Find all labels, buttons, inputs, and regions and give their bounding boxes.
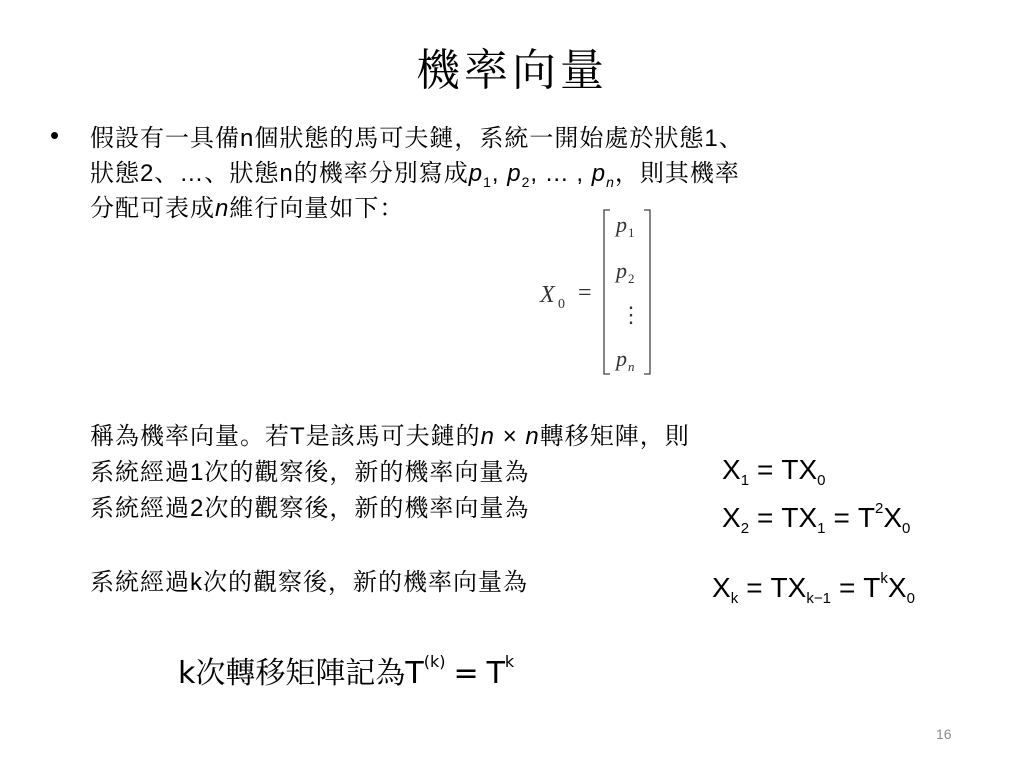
after-line-4: 系統經過k次的觀察後，新的機率向量為 <box>90 568 528 596</box>
vector-entry-1-subscript: 1 <box>628 225 635 240</box>
left-bracket <box>604 210 610 374</box>
bullet-marker: • <box>50 120 60 150</box>
probability-vector-matrix <box>530 204 670 384</box>
matrix-lhs-subscript: 0 <box>558 297 565 312</box>
vector-entry-1: p <box>616 212 627 237</box>
equation-xk: $X_k = TX_{k-1} = T^kX_0$ <box>712 570 915 607</box>
intro-line-3: 分配可表成n維行向量如下： <box>90 194 405 222</box>
after-line-3: 系統經過2次的觀察後，新的機率向量為 <box>90 494 530 522</box>
after-line-1: 稱為機率向量。若T是該馬可夫鏈的n × n轉移矩陣，則 <box>90 422 690 450</box>
slide-title: 機率向量 <box>416 45 608 96</box>
vector-entry-2-subscript: 2 <box>628 271 635 286</box>
equation-x1: $X_1 = TX_0$ <box>722 454 826 489</box>
matrix-equals: = <box>578 280 592 306</box>
vector-vdots: ⋮ <box>620 302 642 327</box>
matrix-lhs: X <box>540 282 555 308</box>
page-number: 16 <box>936 726 952 742</box>
after-line-2: 系統經過1次的觀察後，新的機率向量為 <box>90 458 530 486</box>
vector-entry-2: p <box>616 258 627 283</box>
intro-line-2: 狀態2、…、狀態n的機率分別寫成$p_1$, $p_2$, ... , $p_n$，則其機率 <box>90 159 740 190</box>
vector-entry-n: p <box>616 346 627 371</box>
equation-x2: $X_2 = TX_1 = T^2X_0$ <box>722 500 911 537</box>
k-step-transition-definition: k次轉移矩陣記為$T^{(k)} = T^k$ <box>178 652 515 691</box>
vector-entry-n-subscript: n <box>628 359 635 374</box>
intro-line-1: 假設有一具備n個狀態的馬可夫鏈，系統一開始處於狀態1、 <box>90 124 744 152</box>
right-bracket <box>644 210 650 374</box>
